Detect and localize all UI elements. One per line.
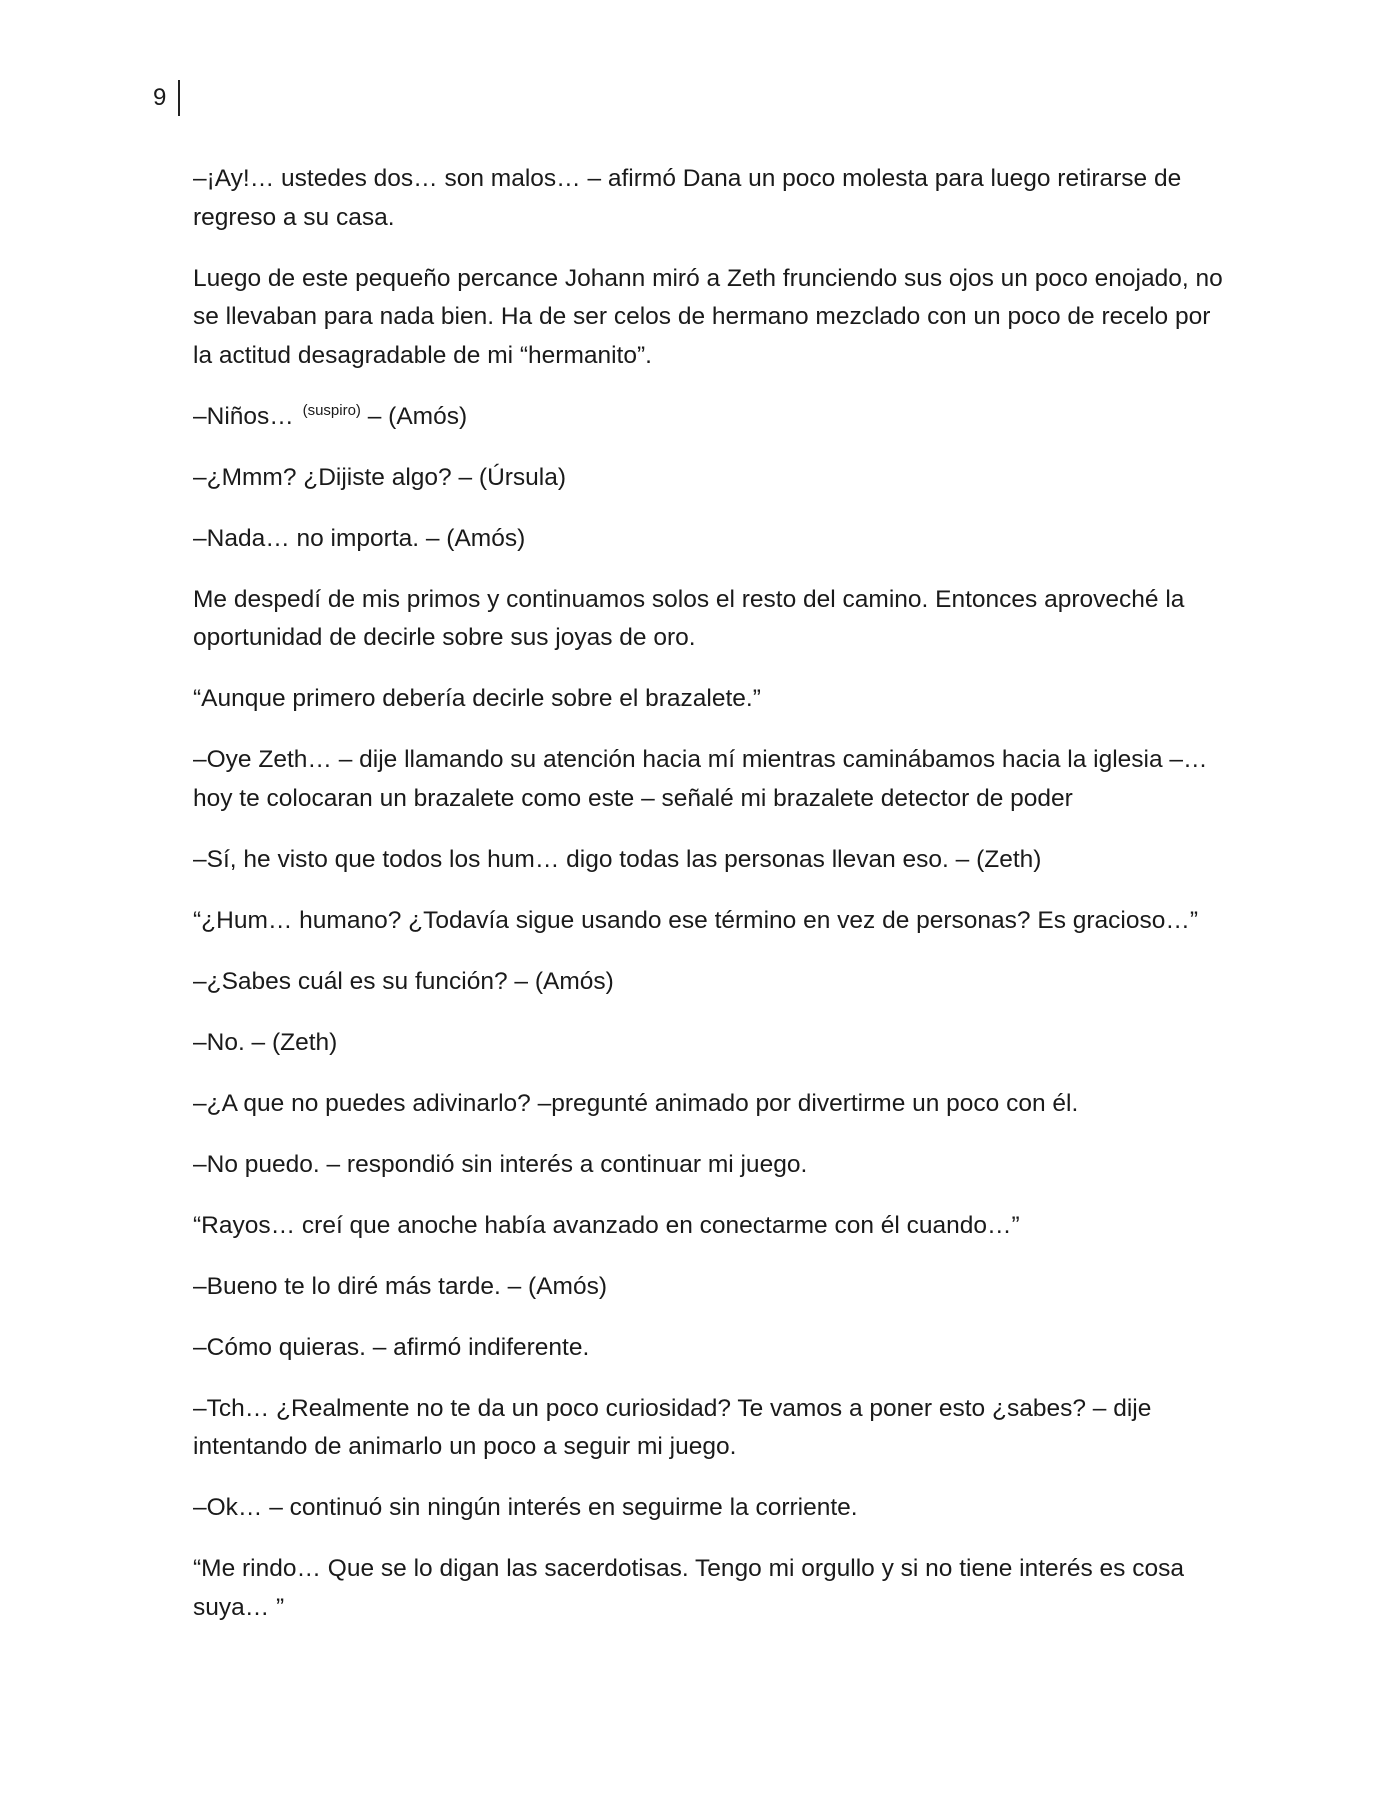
paragraph: –¡Ay!… ustedes dos… son malos… – afirmó Dana un poco molesta para luego retirarse de regreso a su casa. — [193, 165, 1182, 231]
paragraph: –No. – (Zeth) — [193, 1028, 338, 1056]
paragraph: –Ok… – continuó sin ningún interés en seguirme la corriente. — [193, 1494, 858, 1521]
dialogue-text: –Niños… — [193, 402, 301, 430]
paragraph: –¿Sabes cuál es su función? – (Amós) — [193, 967, 614, 995]
header-divider — [178, 80, 180, 116]
paragraph: –Cómo quieras. – afirmó indiferente. — [193, 1333, 590, 1361]
paragraph: –¿Mmm? ¿Dijiste algo? – (Úrsula) — [193, 463, 567, 491]
paragraph: –Bueno te lo diré más tarde. – (Amós) — [193, 1272, 607, 1300]
paragraph: Me despedí de mis primos y continuamos solos el resto del camino. Entonces aproveché la oportunidad de decirle sobre sus joyas de oro. — [193, 585, 1185, 651]
paragraph: “Aunque primero debería decirle sobre el brazalete.” — [193, 685, 761, 712]
paragraph: –Oye Zeth… – dije llamando su atención hacia mí mientras caminábamos hacia la iglesia –… hoy te colocaran un brazalete como este – señalé mi brazalete detector de poder — [193, 746, 1208, 812]
paragraph: –Sí, he visto que todos los hum… digo todas las personas llevan eso. – (Zeth) — [193, 845, 1042, 873]
paragraph: “Me rindo… Que se lo digan las sacerdotisas. Tengo mi orgullo y si no tiene interés es cosa suya… ” — [193, 1555, 1184, 1621]
paragraph: –Tch… ¿Realmente no te da un poco curiosidad? Te vamos a poner esto ¿sabes? – dije intentando de animarlo un poco a seguir mi juego. — [193, 1394, 1152, 1460]
page-number: 9 — [153, 84, 167, 111]
page-header — [153, 80, 180, 116]
speaker-tag: – (Amós) — [360, 402, 468, 430]
stage-direction: (suspiro) — [302, 402, 361, 420]
document-body — [193, 160, 1223, 1650]
paragraph: Luego de este pequeño percance Johann miró a Zeth frunciendo sus ojos un poco enojado, no se llevaban para nada bien. Ha de ser celos de hermano mezclado con un poco de recelo por la actitud desagradable de mi “hermanito”. — [193, 264, 1223, 369]
paragraph: –No puedo. – respondió sin interés a continuar mi juego. — [193, 1150, 808, 1178]
paragraph: –Nada… no importa. – (Amós) — [193, 524, 526, 552]
paragraph: “Rayos… creí que anoche había avanzado en conectarme con él cuando…” — [193, 1211, 1020, 1239]
paragraph: “¿Hum… humano? ¿Todavía sigue usando ese término en vez de personas? Es gracioso…” — [193, 906, 1199, 934]
paragraph: –¿A que no puedes adivinarlo? –pregunté animado por divertirme un poco con él. — [193, 1089, 1079, 1117]
paragraph — [193, 398, 1223, 437]
